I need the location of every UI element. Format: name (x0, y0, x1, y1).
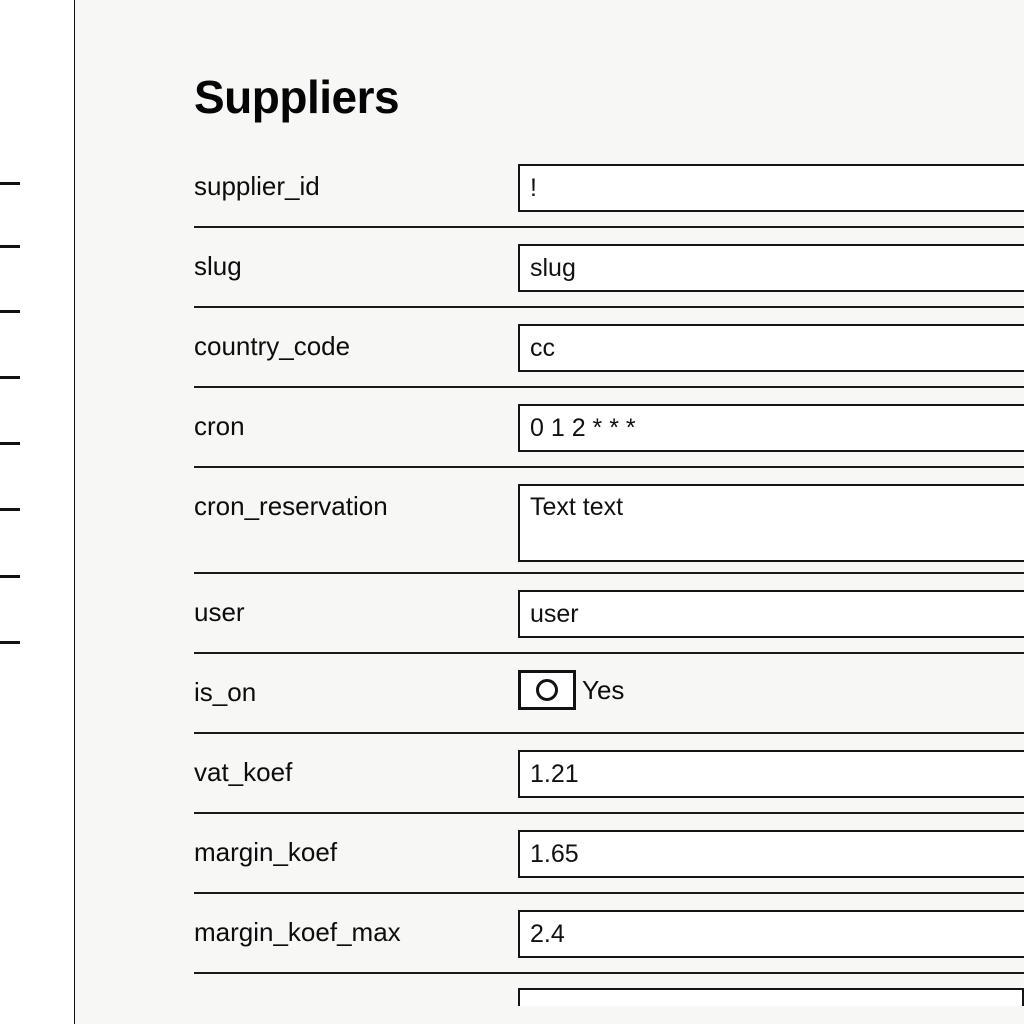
field-label-cron: cron (194, 411, 245, 441)
rail-tick[interactable] (0, 310, 20, 313)
field-label-cron-reservation: cron_reservation (194, 491, 388, 521)
form-row (194, 574, 1024, 654)
form-row (194, 894, 1024, 974)
margin-koef-max-input[interactable] (518, 910, 1024, 958)
field-label-vat-koef: vat_koef (194, 757, 293, 787)
field-control-cron (518, 404, 1024, 452)
field-label-is-on: is_on (194, 677, 257, 707)
user-input[interactable] (518, 590, 1024, 638)
field-control-vat-koef (518, 750, 1024, 798)
form-row (194, 654, 1024, 734)
is-on-toggle-label: Yes (582, 674, 625, 705)
field-control-margin-koef-max (518, 910, 1024, 958)
field-control-is-on (518, 670, 1024, 710)
form-row (194, 148, 1024, 228)
field-label-slug: slug (194, 251, 242, 281)
field-label-user: user (194, 597, 245, 627)
vat-koef-input[interactable] (518, 750, 1024, 798)
cron-reservation-textarea[interactable] (518, 484, 1024, 562)
supplier-id-input[interactable] (518, 164, 1024, 212)
form-row (194, 734, 1024, 814)
radio-button-icon[interactable] (518, 670, 576, 710)
field-control-user (518, 590, 1024, 638)
cron-input[interactable] (518, 404, 1024, 452)
page-title: Suppliers (194, 71, 400, 123)
rail-tick[interactable] (0, 182, 20, 185)
next-field-input[interactable] (518, 988, 1024, 1006)
rail-tick[interactable] (0, 508, 20, 511)
radio-dot-icon (536, 679, 558, 701)
form-row (194, 308, 1024, 388)
slug-input[interactable] (518, 244, 1024, 292)
form-row-partial (194, 974, 1024, 1006)
margin-koef-input[interactable] (518, 830, 1024, 878)
field-control-cron-reservation (518, 484, 1024, 562)
field-control-slug (518, 244, 1024, 292)
field-control-country-code (518, 324, 1024, 372)
country-code-input[interactable] (518, 324, 1024, 372)
field-control-margin-koef (518, 830, 1024, 878)
field-label-supplier-id: supplier_id (194, 171, 320, 201)
is-on-toggle[interactable] (518, 670, 1024, 710)
rail-tick[interactable] (0, 442, 20, 445)
form-row (194, 468, 1024, 574)
form-row (194, 814, 1024, 894)
rail-tick[interactable] (0, 376, 20, 379)
field-label-margin-koef-max: margin_koef_max (194, 917, 401, 947)
rail-tick[interactable] (0, 641, 20, 644)
main-panel (75, 0, 1024, 1024)
rail-tick[interactable] (0, 245, 20, 248)
field-label-country-code: country_code (194, 331, 351, 361)
form-row (194, 228, 1024, 308)
field-control-supplier-id (518, 164, 1024, 212)
field-label-margin-koef: margin_koef (194, 837, 338, 867)
left-rail (0, 0, 75, 1024)
form-row (194, 388, 1024, 468)
form-container (75, 0, 1024, 1006)
rail-tick[interactable] (0, 575, 20, 578)
